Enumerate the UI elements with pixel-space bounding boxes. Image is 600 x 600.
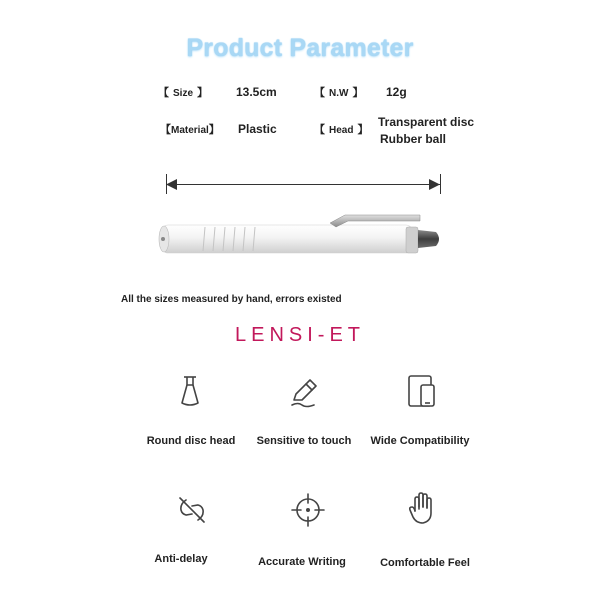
arrow-right-icon (429, 179, 441, 190)
hand-icon (403, 489, 443, 529)
brand-logo: LENSI-ET (234, 324, 366, 346)
bracket-close: 】 (197, 87, 209, 99)
head-key: Head (329, 125, 354, 136)
page-title: Product Parameter (186, 34, 414, 62)
bracket-close: 】 (352, 87, 364, 99)
bracket-open: 【 (314, 124, 325, 136)
measure-line (166, 184, 440, 185)
arrow-left-icon (166, 179, 178, 190)
disc-head-icon (170, 371, 210, 411)
feature-label-sensitive-to-touch: Sensitive to touch (256, 435, 352, 447)
size-value: 13.5cm (236, 85, 277, 99)
material-value: Plastic (238, 122, 277, 136)
feature-label-accurate-writing: Accurate Writing (258, 556, 346, 568)
head-label (314, 121, 368, 137)
nw-label (314, 84, 363, 100)
head-value-2: Rubber ball (380, 132, 447, 146)
feature-label-wide-compatibility: Wide Compatibility (370, 435, 470, 447)
bracket-close: 】 (357, 124, 369, 136)
pencil-touch-icon (284, 372, 324, 412)
feature-label-round-disc-head: Round disc head (146, 435, 236, 447)
bracket-close: 】 (208, 124, 220, 136)
feature-label-comfortable-feel: Comfortable Feel (380, 557, 470, 569)
crosshair-icon (288, 490, 328, 530)
head-value-1: Transparent disc (378, 115, 475, 129)
anti-delay-icon (172, 490, 212, 530)
feature-label-anti-delay: Anti-delay (154, 553, 208, 565)
bracket-open: 【 (314, 87, 325, 99)
nw-value: 12g (386, 85, 407, 99)
material-key: Material (171, 125, 209, 136)
bracket-open: 【 (158, 87, 169, 99)
size-key: Size (173, 88, 194, 99)
measurement-note: All the sizes measured by hand, errors existed (121, 294, 342, 305)
size-label (158, 84, 208, 100)
bracket-open: 【 (160, 124, 171, 136)
stylus-image (150, 205, 460, 275)
devices-icon (401, 371, 441, 411)
nw-key: N.W (329, 88, 349, 99)
material-label (160, 121, 220, 137)
